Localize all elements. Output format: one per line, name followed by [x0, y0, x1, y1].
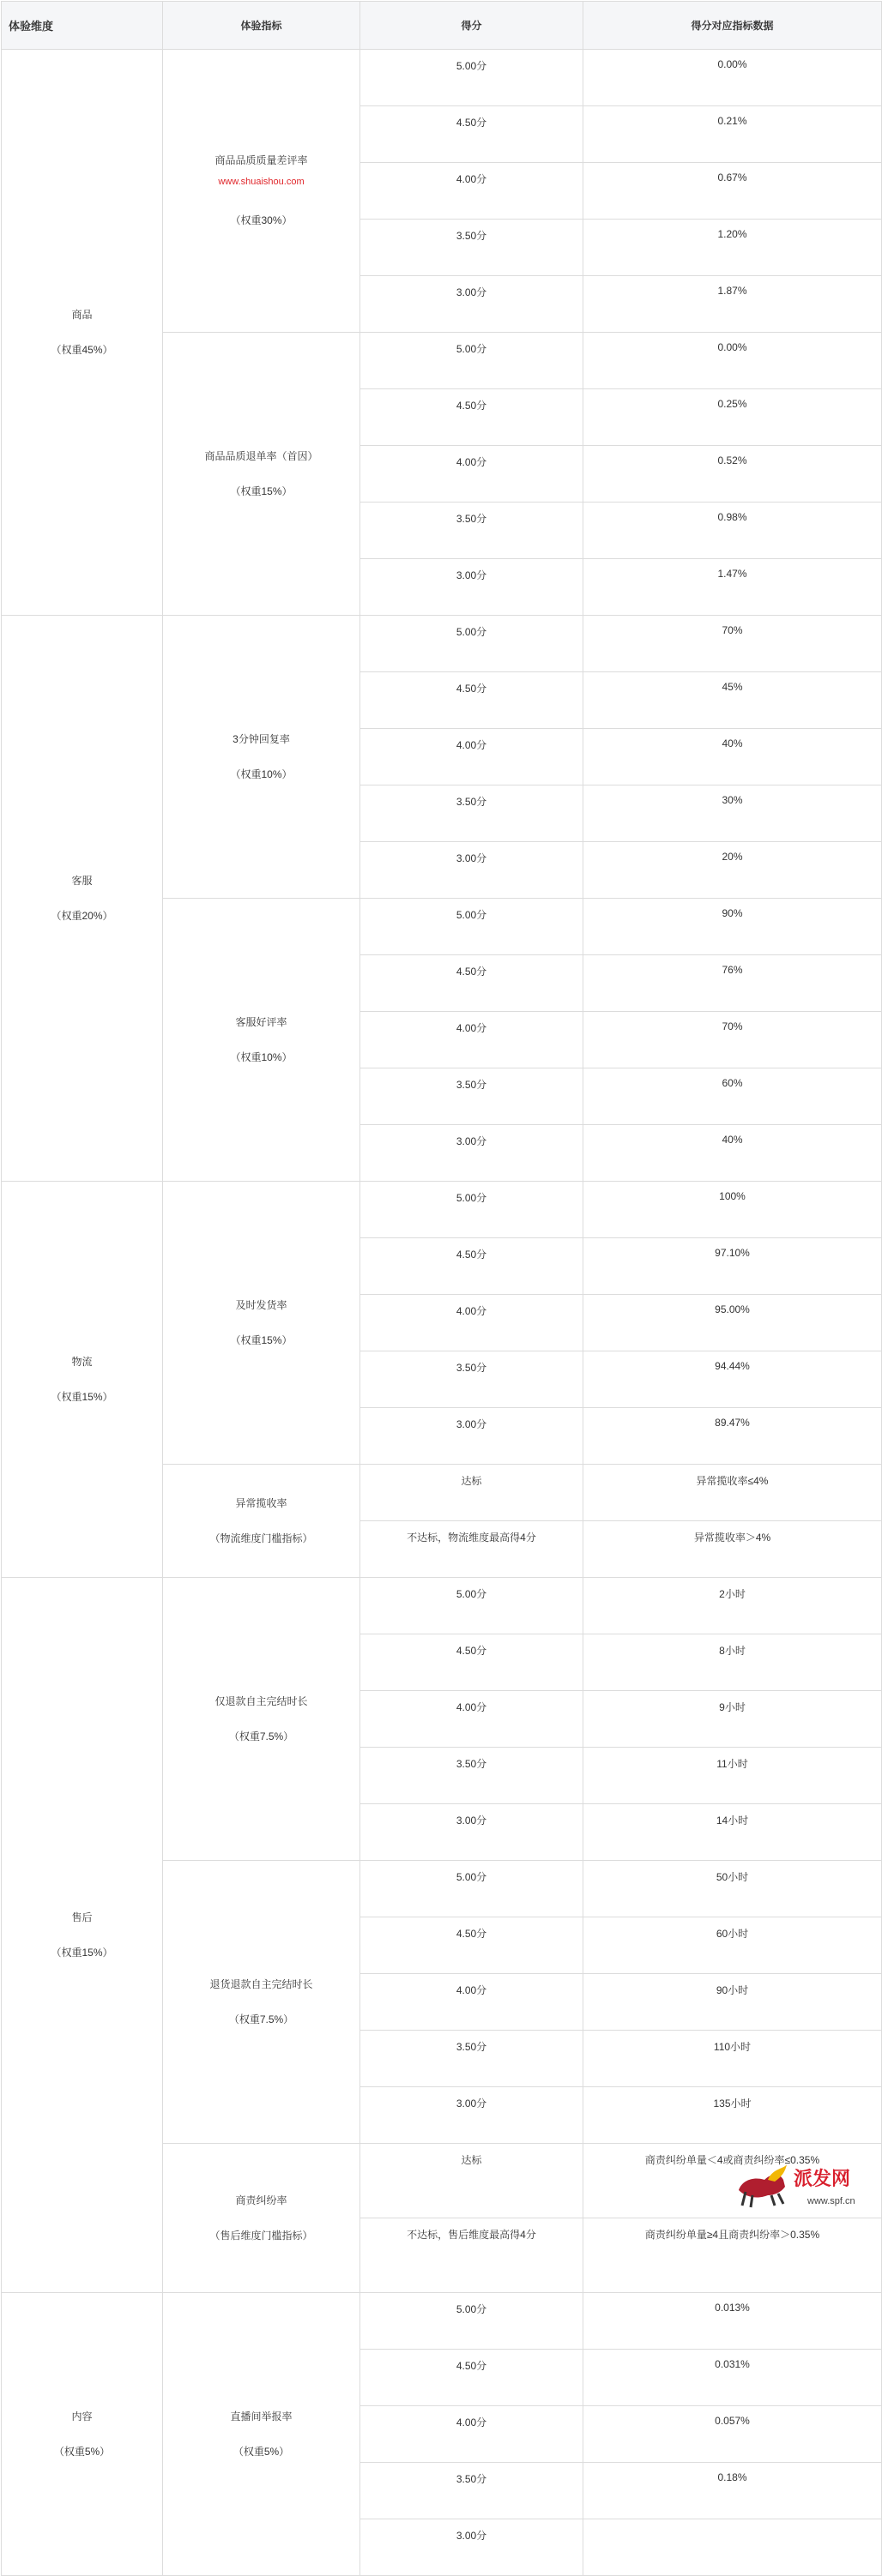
value-cell: 异常揽收率＞4% [583, 1521, 882, 1578]
value-cell: 0.25% [583, 389, 882, 446]
dimension-name: 售后 [71, 1911, 93, 1923]
score-cell: 3.00分 [360, 2087, 583, 2144]
indicator-name: 商品品质质量差评率 [214, 154, 308, 166]
score-cell: 3.50分 [360, 1068, 583, 1125]
dimension-name: 内容 [71, 2410, 93, 2423]
value-cell: 135小时 [583, 2087, 882, 2144]
indicator-cell [163, 1182, 360, 1465]
score-cell: 4.50分 [360, 672, 583, 729]
score-cell: 3.00分 [360, 1804, 583, 1861]
table-header-row [2, 2, 882, 50]
dimension-weight: （权重45%） [51, 343, 113, 356]
indicator-weight: （权重15%） [230, 485, 293, 497]
score-cell: 5.00分 [360, 899, 583, 955]
indicator-name: 及时发货率 [235, 1298, 287, 1311]
value-cell: 11小时 [583, 1748, 882, 1804]
score-cell: 3.50分 [360, 1748, 583, 1804]
value-cell: 2小时 [583, 1578, 882, 1634]
value-cell: 0.21% [583, 106, 882, 163]
indicator-weight: （权重15%） [230, 1333, 293, 1346]
score-cell: 达标 [360, 1465, 583, 1521]
indicator-weight: （权重7.5%） [228, 2013, 294, 2025]
indicator-cell [163, 899, 360, 1182]
site-logo [734, 2161, 875, 2209]
score-cell: 3.50分 [360, 2463, 583, 2519]
table-row [2, 1182, 882, 1238]
value-cell: 90% [583, 899, 882, 955]
value-cell: 76% [583, 955, 882, 1012]
score-cell: 4.50分 [360, 1238, 583, 1295]
value-cell: 50小时 [583, 1861, 882, 1917]
value-cell: 1.20% [583, 220, 882, 276]
value-cell: 14小时 [583, 1804, 882, 1861]
value-cell: 90小时 [583, 1974, 882, 2031]
value-cell: 商责纠纷单量≥4且商责纠纷率＞0.35% [583, 2218, 882, 2293]
value-cell: 0.18% [583, 2463, 882, 2519]
indicator-weight: （权重30%） [230, 214, 293, 226]
score-cell: 4.50分 [360, 1634, 583, 1691]
indicator-weight: （权重7.5%） [228, 1730, 294, 1742]
score-cell: 3.00分 [360, 2519, 583, 2576]
score-cell: 3.00分 [360, 1125, 583, 1182]
header-indicator-data: 得分对应指标数据 [583, 2, 882, 50]
dimension-cell [2, 1182, 163, 1578]
indicator-weight: （权重5%） [233, 2445, 290, 2458]
value-cell: 60小时 [583, 1917, 882, 1974]
score-cell: 5.00分 [360, 333, 583, 389]
indicator-name: 商责纠纷率 [235, 2194, 287, 2206]
logo-url: www.spf.cn [807, 2196, 855, 2206]
dimension-cell [2, 616, 163, 1182]
value-cell: 0.98% [583, 503, 882, 559]
dimension-cell [2, 50, 163, 616]
indicator-weight: （物流维度门槛指标） [209, 1532, 313, 1544]
score-cell: 5.00分 [360, 1182, 583, 1238]
indicator-name: 仅退款自主完结时长 [214, 1694, 308, 1707]
score-cell: 4.50分 [360, 2350, 583, 2406]
indicator-name: 商品品质退单率（首因） [204, 449, 318, 462]
value-cell: 9小时 [583, 1691, 882, 1748]
score-cell: 4.50分 [360, 955, 583, 1012]
indicator-cell [163, 2144, 360, 2293]
indicator-name: 直播间举报率 [230, 2410, 293, 2423]
score-cell: 4.00分 [360, 446, 583, 503]
score-cell: 4.00分 [360, 729, 583, 785]
score-cell: 5.00分 [360, 1578, 583, 1634]
indicator-weight: （权重10%） [230, 1050, 293, 1063]
score-cell: 3.00分 [360, 842, 583, 899]
score-cell: 5.00分 [360, 1861, 583, 1917]
dimension-name: 商品 [71, 308, 93, 321]
score-cell: 4.50分 [360, 106, 583, 163]
dimension-name: 物流 [71, 1355, 93, 1368]
indicator-name: 3分钟回复率 [233, 732, 290, 745]
indicator-cell [163, 333, 360, 616]
value-cell: 45% [583, 672, 882, 729]
value-cell: 0.00% [583, 333, 882, 389]
dimension-name: 客服 [71, 874, 93, 887]
score-cell: 不达标，售后维度最高得4分 [360, 2218, 583, 2293]
header-indicator: 体验指标 [163, 2, 360, 50]
value-cell: 70% [583, 616, 882, 672]
score-cell: 达标 [360, 2144, 583, 2218]
score-cell: 3.50分 [360, 503, 583, 559]
indicator-cell [163, 1861, 360, 2144]
score-cell: 4.00分 [360, 1974, 583, 2031]
score-cell: 3.00分 [360, 1408, 583, 1465]
dimension-weight: （权重15%） [51, 1390, 113, 1403]
table-row [2, 1578, 882, 1634]
score-cell: 3.50分 [360, 1351, 583, 1408]
value-cell: 1.87% [583, 276, 882, 333]
value-cell: 30% [583, 785, 882, 842]
value-cell: 40% [583, 729, 882, 785]
value-cell: 89.47% [583, 1408, 882, 1465]
table-row [2, 50, 882, 106]
score-cell: 3.00分 [360, 276, 583, 333]
indicator-name: 异常揽收率 [235, 1496, 287, 1509]
value-cell: 0.031% [583, 2350, 882, 2406]
value-cell: 100% [583, 1182, 882, 1238]
value-cell [583, 2519, 882, 2576]
value-cell: 商责纠纷单量＜4或商责纠纷率≤0.35% [583, 2144, 882, 2218]
value-cell: 94.44% [583, 1351, 882, 1408]
dimension-weight: （权重20%） [51, 909, 113, 922]
value-cell: 0.67% [583, 163, 882, 220]
watermark-text: www.shuaishou.com [218, 177, 305, 187]
indicator-cell [163, 50, 360, 333]
value-cell: 70% [583, 1012, 882, 1068]
value-cell: 60% [583, 1068, 882, 1125]
score-cell: 3.50分 [360, 2031, 583, 2087]
value-cell: 8小时 [583, 1634, 882, 1691]
indicator-cell [163, 2293, 360, 2576]
score-cell: 不达标，物流维度最高得4分 [360, 1521, 583, 1578]
score-cell: 5.00分 [360, 50, 583, 106]
score-cell: 5.00分 [360, 2293, 583, 2350]
score-cell: 3.50分 [360, 220, 583, 276]
indicator-cell [163, 1578, 360, 1861]
score-cell: 4.00分 [360, 1691, 583, 1748]
header-dimension: 体验维度 [2, 2, 163, 50]
dimension-cell [2, 2293, 163, 2576]
value-cell: 40% [583, 1125, 882, 1182]
value-cell: 110小时 [583, 2031, 882, 2087]
header-score: 得分 [360, 2, 583, 50]
indicator-cell [163, 1465, 360, 1578]
indicator-cell [163, 616, 360, 899]
table-row [2, 616, 882, 672]
value-cell: 1.47% [583, 559, 882, 616]
value-cell: 0.00% [583, 50, 882, 106]
score-cell: 4.50分 [360, 389, 583, 446]
value-cell: 0.057% [583, 2406, 882, 2463]
dimension-cell [2, 1578, 163, 2293]
score-cell: 3.00分 [360, 559, 583, 616]
value-cell: 0.013% [583, 2293, 882, 2350]
value-cell: 95.00% [583, 1295, 882, 1351]
indicator-name: 退货退款自主完结时长 [209, 1977, 313, 1990]
score-cell: 4.00分 [360, 1295, 583, 1351]
score-cell: 4.00分 [360, 163, 583, 220]
bull-icon [739, 2164, 787, 2207]
dimension-weight: （权重15%） [51, 1946, 113, 1959]
table-row [2, 2293, 882, 2350]
value-cell: 异常揽收率≤4% [583, 1465, 882, 1521]
value-cell: 0.52% [583, 446, 882, 503]
indicator-name: 客服好评率 [235, 1015, 287, 1028]
indicator-weight: （售后维度门槛指标） [209, 2229, 313, 2242]
score-cell: 4.00分 [360, 1012, 583, 1068]
score-cell: 5.00分 [360, 616, 583, 672]
value-cell: 97.10% [583, 1238, 882, 1295]
value-cell: 20% [583, 842, 882, 899]
dimension-weight: （权重5%） [53, 2445, 111, 2458]
score-cell: 3.50分 [360, 785, 583, 842]
score-cell: 4.50分 [360, 1917, 583, 1974]
score-cell: 4.00分 [360, 2406, 583, 2463]
logo-text: 派发网 [794, 2168, 851, 2190]
indicator-weight: （权重10%） [230, 767, 293, 780]
